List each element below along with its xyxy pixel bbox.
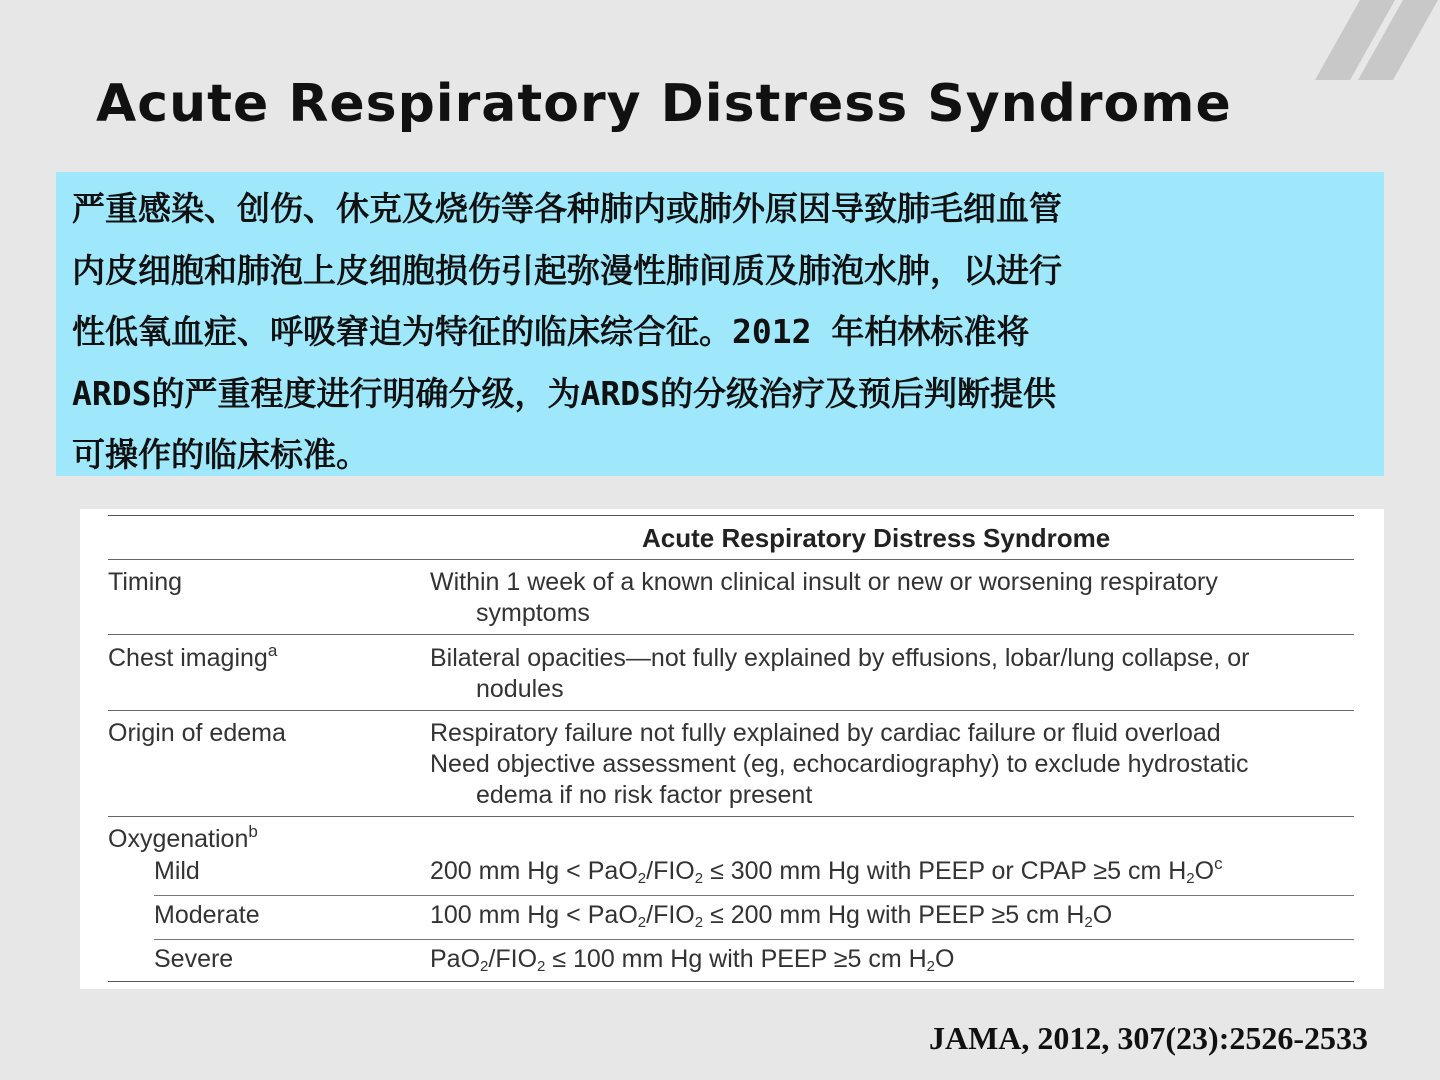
table-rule <box>108 981 1354 982</box>
text: O <box>618 857 638 885</box>
row-value-moderate <box>430 900 1112 931</box>
text: F <box>495 945 511 973</box>
table-header: Acute Respiratory Distress Syndrome <box>642 523 1111 553</box>
table-rule <box>108 515 1354 516</box>
symbol: < <box>566 857 581 885</box>
text-line: Respiratory failure not fully explained by cardiac failure or fluid overload <box>430 719 1221 747</box>
intro-line: ARDS的严重程度进行明确分级，为ARDS的分级治疗及预后判断提供 <box>72 373 1056 413</box>
text: F <box>653 901 669 929</box>
subscript: 2 <box>694 870 704 887</box>
row-label-timing: Timing <box>108 568 183 596</box>
text-line: symptoms <box>476 599 590 627</box>
text: O <box>1194 857 1215 885</box>
text: O <box>1092 901 1113 929</box>
footnote-marker: b <box>248 822 258 841</box>
label-text: Chest imaging <box>108 644 268 672</box>
row-label-chest-imaging <box>108 643 277 674</box>
text: 100 mm Hg with PEEP ≥5 cm H <box>573 945 927 973</box>
subscript: 2 <box>480 958 489 975</box>
row-label-mild: Mild <box>154 857 200 885</box>
text-line: edema if no risk factor present <box>476 781 813 809</box>
text: O <box>935 945 955 973</box>
text-line: Within 1 week of a known clinical insult or new or worsening respiratory <box>430 568 1218 596</box>
subscript: 2 <box>637 914 647 931</box>
table-rule <box>154 939 1354 940</box>
intro-line: 可操作的临床标准。 <box>72 435 369 474</box>
subscript: 2 <box>926 958 936 975</box>
label-text: Oxygenation <box>108 825 249 853</box>
footnote-marker: c <box>1214 854 1223 873</box>
row-label-moderate: Moderate <box>154 901 260 929</box>
text: 200 mm Hg with PEEP ≥5 cm H <box>730 901 1085 929</box>
table-rule <box>154 895 1354 896</box>
symbol: ≤ <box>710 901 724 929</box>
row-label-origin-of-edema: Origin of edema <box>108 719 286 747</box>
symbol: ≤ <box>710 857 724 885</box>
subscript: 2 <box>1084 914 1093 931</box>
text: O <box>618 901 638 929</box>
text-line: Bilateral opacities—not fully explained by effusions, lobar/lung collapse, or <box>430 644 1250 672</box>
table-rule <box>108 710 1354 711</box>
symbol: / <box>488 945 496 973</box>
intro-line: 性低氧血症、呼吸窘迫为特征的临床综合征。2012 年柏林标准将 <box>72 312 1030 351</box>
table-rule <box>108 634 1354 635</box>
symbol: / <box>646 901 654 929</box>
text: 100 mm Hg <box>430 901 560 929</box>
row-value-chest-imaging <box>430 643 1249 705</box>
row-label-severe: Severe <box>154 945 234 973</box>
text: Pa <box>430 945 461 973</box>
row-value-origin-of-edema <box>430 718 1249 811</box>
text: Pa <box>587 901 619 929</box>
subscript: 2 <box>537 958 546 975</box>
row-value-timing <box>430 567 1218 629</box>
intro-line: 严重感染、创伤、休克及烧伤等各种肺内或肺外原因导致肺毛细血管 <box>72 189 1062 228</box>
subscript: 2 <box>1186 870 1195 887</box>
row-value-severe <box>430 944 954 975</box>
intro-text-box <box>56 172 1384 476</box>
text: IO <box>668 857 695 885</box>
text: IO <box>510 945 538 973</box>
symbol: < <box>566 901 581 929</box>
text: F <box>653 857 669 885</box>
symbol: ≤ <box>552 945 567 973</box>
citation: JAMA, 2012, 307(23):2526-2533 <box>928 1020 1368 1056</box>
row-label-oxygenation <box>108 824 258 855</box>
text: Pa <box>587 857 619 885</box>
table-rule <box>108 559 1354 560</box>
text-line: Need objective assessment (eg, echocardiography) to exclude hydrostatic <box>430 750 1249 778</box>
table-rule <box>108 816 1354 817</box>
text: 200 mm Hg <box>430 857 560 885</box>
text: 300 mm Hg with PEEP or CPAP ≥5 cm H <box>730 857 1187 885</box>
text: O <box>460 945 481 973</box>
slide-title: Acute Respiratory Distress Syndrome <box>96 74 1232 134</box>
row-value-mild <box>430 856 1223 887</box>
decorative-slashes <box>1300 0 1440 90</box>
subscript: 2 <box>694 914 704 931</box>
berlin-definition-table <box>80 509 1384 989</box>
intro-line: 内皮细胞和肺泡上皮细胞损伤引起弥漫性肺间质及肺泡水肿，以进行 <box>72 250 1062 290</box>
text-line: nodules <box>476 675 564 703</box>
text: IO <box>668 901 695 929</box>
footnote-marker: a <box>267 641 278 660</box>
subscript: 2 <box>637 870 647 887</box>
symbol: / <box>646 857 654 885</box>
